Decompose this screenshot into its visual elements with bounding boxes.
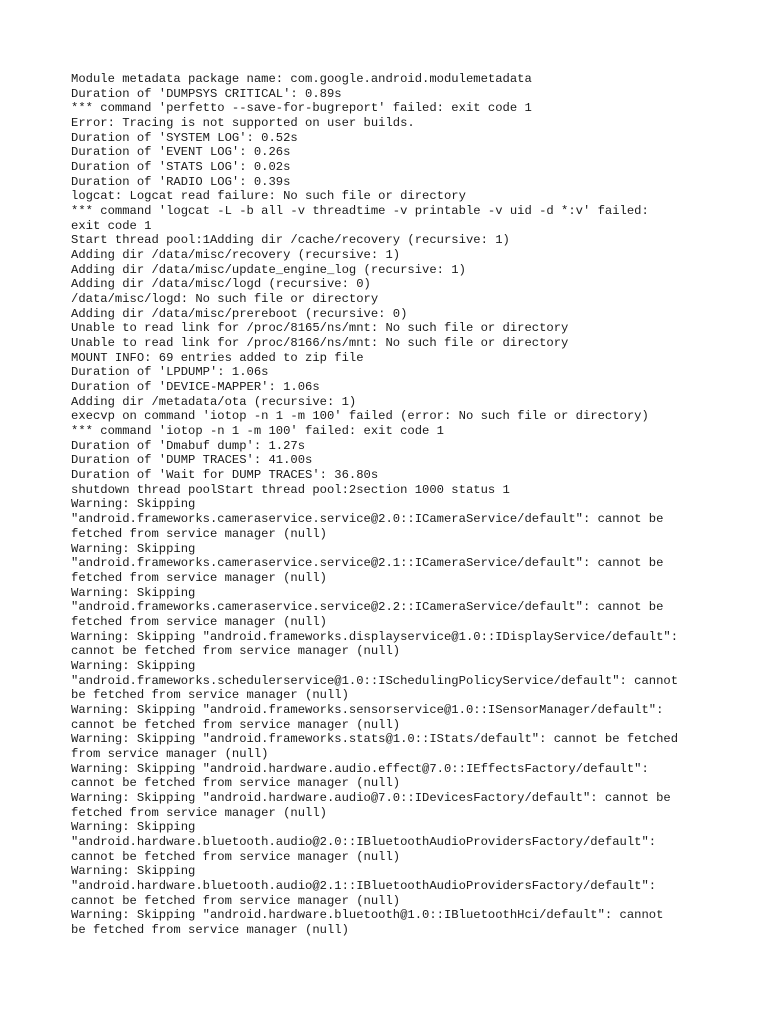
log-line: Unable to read link for /proc/8166/ns/mnt: No such file or directory bbox=[71, 336, 569, 351]
log-line: cannot be fetched from service manager (null) bbox=[71, 849, 401, 864]
log-line: Warning: Skipping bbox=[71, 585, 196, 600]
log-line: Adding dir /data/misc/logd (recursive: 0) bbox=[71, 277, 371, 292]
log-line: Duration of 'DUMPSYS CRITICAL': 0.89s bbox=[71, 86, 342, 101]
log-line: exit code 1 bbox=[71, 218, 152, 233]
log-line: Warning: Skipping "android.hardware.audio@7.0::IDevicesFactory/default": cannot be bbox=[71, 790, 671, 805]
log-line: Warning: Skipping bbox=[71, 658, 196, 673]
log-line: Warning: Skipping bbox=[71, 541, 196, 556]
log-line: Warning: Skipping bbox=[71, 820, 196, 835]
log-line: Start thread pool:1Adding dir /cache/recovery (recursive: 1) bbox=[71, 233, 510, 248]
log-line: shutdown thread poolStart thread pool:2section 1000 status 1 bbox=[71, 482, 510, 497]
log-line: Warning: Skipping "android.frameworks.sensorservice@1.0::ISensorManager/default": bbox=[71, 702, 664, 717]
log-line: Warning: Skipping "android.frameworks.stats@1.0::IStats/default": cannot be fetched bbox=[71, 732, 679, 747]
log-line: cannot be fetched from service manager (null) bbox=[71, 776, 401, 791]
log-line: Warning: Skipping "android.hardware.bluetooth@1.0::IBluetoothHci/default": cannot bbox=[71, 908, 664, 923]
log-line: MOUNT INFO: 69 entries added to zip file bbox=[71, 350, 364, 365]
log-line: fetched from service manager (null) bbox=[71, 526, 327, 541]
log-line: Duration of 'SYSTEM LOG': 0.52s bbox=[71, 130, 298, 145]
log-line: "android.frameworks.schedulerservice@1.0::ISchedulingPolicyService/default": cannot bbox=[71, 673, 679, 688]
log-line: Unable to read link for /proc/8165/ns/mnt: No such file or directory bbox=[71, 321, 569, 336]
log-line: Adding dir /data/misc/update_engine_log (recursive: 1) bbox=[71, 262, 466, 277]
log-line: fetched from service manager (null) bbox=[71, 805, 327, 820]
log-line: Duration of 'DUMP TRACES': 41.00s bbox=[71, 453, 313, 468]
log-line: "android.frameworks.cameraservice.service@2.0::ICameraService/default": cannot be bbox=[71, 512, 664, 527]
log-line: Error: Tracing is not supported on user builds. bbox=[71, 116, 415, 131]
log-line: cannot be fetched from service manager (null) bbox=[71, 644, 401, 659]
log-line: be fetched from service manager (null) bbox=[71, 922, 349, 937]
log-line: Duration of 'EVENT LOG': 0.26s bbox=[71, 145, 291, 160]
log-line: Warning: Skipping "android.hardware.audio.effect@7.0::IEffectsFactory/default": bbox=[71, 761, 649, 776]
log-line: "android.frameworks.cameraservice.service@2.1::ICameraService/default": cannot be bbox=[71, 556, 664, 571]
log-line: Duration of 'Wait for DUMP TRACES': 36.80s bbox=[71, 468, 379, 483]
log-line: Duration of 'Dmabuf dump': 1.27s bbox=[71, 438, 306, 453]
log-line: Warning: Skipping bbox=[71, 864, 196, 879]
log-line: fetched from service manager (null) bbox=[71, 570, 327, 585]
log-line: cannot be fetched from service manager (null) bbox=[71, 717, 401, 732]
log-line: Module metadata package name: com.google.android.modulemetadata bbox=[71, 72, 532, 86]
log-line: from service manager (null) bbox=[71, 746, 269, 761]
log-line: Duration of 'DEVICE-MAPPER': 1.06s bbox=[71, 380, 320, 395]
log-line: logcat: Logcat read failure: No such file or directory bbox=[71, 189, 466, 204]
log-line: Duration of 'LPDUMP': 1.06s bbox=[71, 365, 269, 380]
log-line: "android.hardware.bluetooth.audio@2.1::IBluetoothAudioProvidersFactory/default": bbox=[71, 878, 657, 893]
log-line: execvp on command 'iotop -n 1 -m 100' failed (error: No such file or directory) bbox=[71, 409, 649, 424]
log-line: Adding dir /data/misc/recovery (recursive: 1) bbox=[71, 248, 401, 263]
log-line: Adding dir /metadata/ota (recursive: 1) bbox=[71, 394, 357, 409]
log-document bbox=[71, 72, 751, 938]
log-line: *** command 'logcat -L -b all -v threadtime -v printable -v uid -d *:v' failed: bbox=[71, 204, 649, 219]
log-line: "android.hardware.bluetooth.audio@2.0::IBluetoothAudioProvidersFactory/default": bbox=[71, 834, 657, 849]
log-line: *** command 'iotop -n 1 -m 100' failed: exit code 1 bbox=[71, 424, 444, 439]
log-line: cannot be fetched from service manager (null) bbox=[71, 893, 401, 908]
log-line: Duration of 'RADIO LOG': 0.39s bbox=[71, 174, 291, 189]
log-line: Adding dir /data/misc/prereboot (recursive: 0) bbox=[71, 306, 408, 321]
log-line: *** command 'perfetto --save-for-bugreport' failed: exit code 1 bbox=[71, 101, 532, 116]
log-line: fetched from service manager (null) bbox=[71, 614, 327, 629]
log-line: Warning: Skipping bbox=[71, 497, 196, 512]
log-line: Duration of 'STATS LOG': 0.02s bbox=[71, 160, 291, 175]
log-line: /data/misc/logd: No such file or directory bbox=[71, 292, 379, 307]
log-line: be fetched from service manager (null) bbox=[71, 688, 349, 703]
log-line: "android.frameworks.cameraservice.service@2.2::ICameraService/default": cannot be bbox=[71, 600, 664, 615]
log-line: Warning: Skipping "android.frameworks.displayservice@1.0::IDisplayService/default": bbox=[71, 629, 679, 644]
